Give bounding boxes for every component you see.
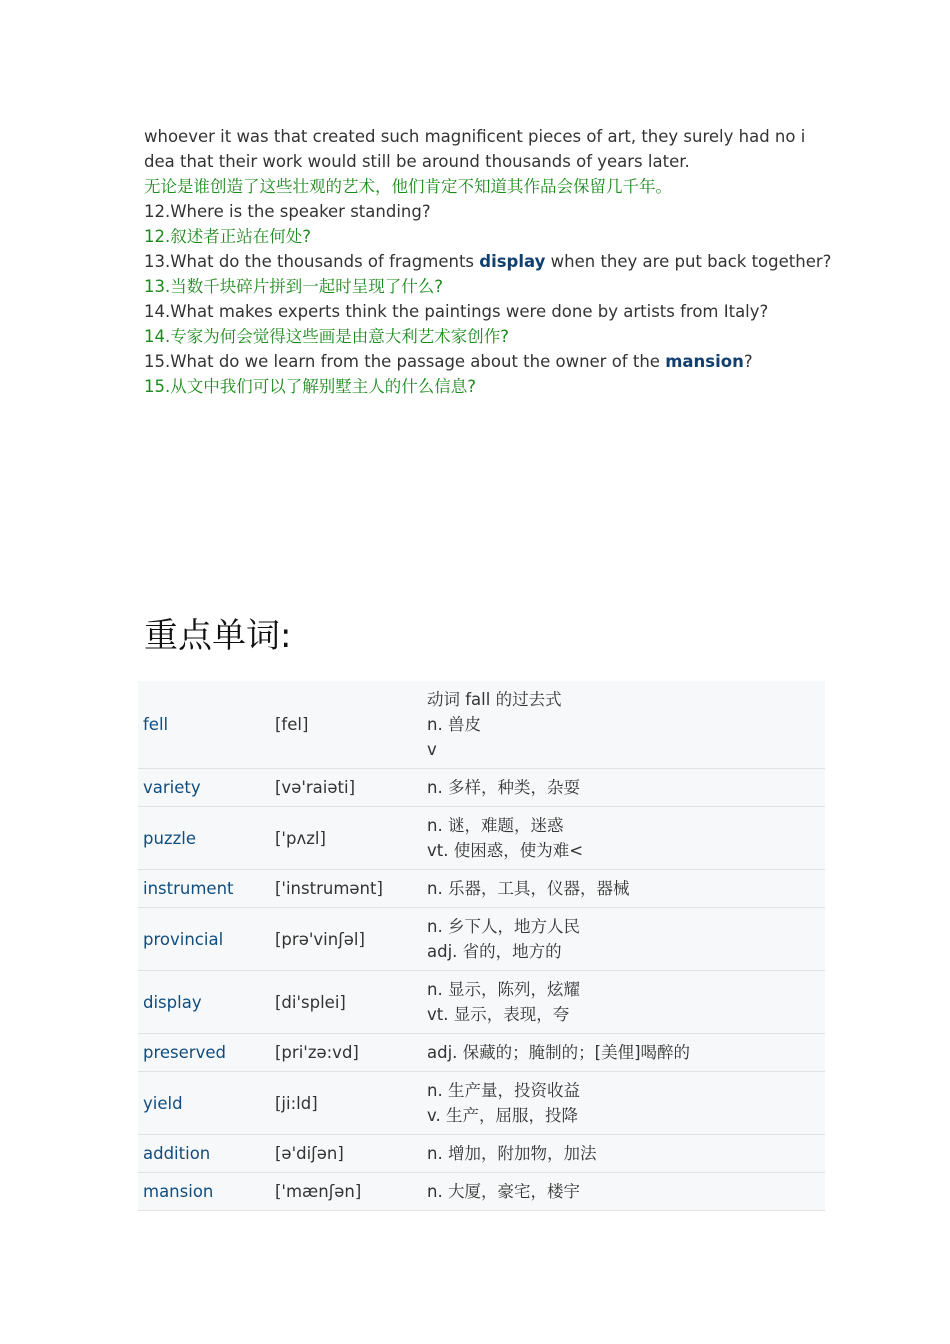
vocab-row	[138, 681, 825, 769]
vocab-meaning	[422, 1034, 825, 1072]
keyword-display: display	[479, 252, 546, 271]
vocab-phonetic: [di'splei]	[270, 971, 422, 1034]
vocab-meaning	[422, 971, 825, 1034]
vocab-meaning-line: adj. 保藏的；腌制的；[美俚]喝醉的	[427, 1043, 691, 1062]
vocab-meaning-line: v	[427, 740, 437, 759]
vocab-row	[138, 971, 825, 1034]
keyword-mansion: mansion	[665, 352, 744, 371]
vocab-meaning-line: vt. 使困惑，使为难<	[427, 841, 584, 860]
vocab-meaning-line: n. 生产量，投资收益	[427, 1081, 580, 1100]
vocabulary-table	[138, 681, 825, 1211]
vocab-meaning-line: n. 乡下人，地方人民	[427, 917, 580, 936]
vocab-meaning-line: n. 谜，难题，迷惑	[427, 816, 564, 835]
vocab-meaning-line: n. 兽皮	[427, 715, 481, 734]
passage	[144, 124, 832, 399]
question-12: 12.Where is the speaker standing?	[144, 202, 431, 221]
vocab-phonetic: ['instrumənt]	[270, 870, 422, 908]
vocab-row	[138, 1034, 825, 1072]
vocab-meaning-line: 动词 fall 的过去式	[427, 690, 562, 709]
question-13-text-end: when they are put back together?	[545, 252, 832, 271]
vocab-word: fell	[138, 681, 270, 769]
vocab-meaning-line: n. 大厦，豪宅，楼宇	[427, 1182, 580, 1201]
question-13	[144, 249, 832, 274]
question-15-translation: 15.从文中我们可以了解别墅主人的什么信息?	[144, 377, 476, 396]
vocab-phonetic: [ə'diʃən]	[270, 1135, 422, 1173]
question-13-translation: 13.当数千块碎片拼到一起时呈现了什么?	[144, 277, 443, 296]
vocab-phonetic: [fel]	[270, 681, 422, 769]
vocab-word: provincial	[138, 908, 270, 971]
vocab-meaning	[422, 1072, 825, 1135]
vocab-meaning	[422, 807, 825, 870]
vocab-row	[138, 1173, 825, 1211]
vocab-meaning	[422, 870, 825, 908]
vocab-word: variety	[138, 769, 270, 807]
vocab-word: instrument	[138, 870, 270, 908]
vocab-meaning-line: n. 增加，附加物，加法	[427, 1144, 597, 1163]
vocab-meaning-line: n. 乐器，工具，仪器，器械	[427, 879, 630, 898]
vocab-meaning-line: vt. 显示，表现，夸	[427, 1005, 570, 1024]
vocab-phonetic: [pri'zə:vd]	[270, 1034, 422, 1072]
vocab-row	[138, 1072, 825, 1135]
question-15-text-end: ?	[743, 352, 753, 371]
vocab-phonetic: ['pʌzl]	[270, 807, 422, 870]
vocab-phonetic: [prə'vinʃəl]	[270, 908, 422, 971]
vocab-phonetic: [və'raiəti]	[270, 769, 422, 807]
question-15	[144, 349, 814, 374]
question-14-translation: 14.专家为何会觉得这些画是由意大利艺术家创作?	[144, 327, 509, 346]
question-12-translation: 12.叙述者正站在何处?	[144, 227, 311, 246]
section-heading: 重点单词:	[144, 616, 292, 656]
question-15-text-start: 15.What do we learn from the passage about the owner of the	[144, 352, 666, 371]
vocab-phonetic: [ji:ld]	[270, 1072, 422, 1135]
vocab-meaning-line: adj. 省的，地方的	[427, 942, 562, 961]
vocab-meaning-line: n. 显示，陈列，炫耀	[427, 980, 580, 999]
vocab-meaning	[422, 769, 825, 807]
vocab-meaning-line: v. 生产，屈服，投降	[427, 1106, 578, 1125]
vocab-meaning	[422, 1173, 825, 1211]
vocab-row	[138, 908, 825, 971]
vocab-row	[138, 769, 825, 807]
question-14: 14.What makes experts think the paintings were done by artists from Italy?	[144, 302, 769, 321]
vocab-row	[138, 1135, 825, 1173]
vocab-word: puzzle	[138, 807, 270, 870]
passage-sentence: whoever it was that created such magnificent pieces of art, they surely had no idea that their work would still be around thousands of years later.	[144, 127, 806, 171]
vocab-word: addition	[138, 1135, 270, 1173]
vocab-meaning	[422, 1135, 825, 1173]
vocab-row	[138, 870, 825, 908]
vocab-row	[138, 807, 825, 870]
vocab-word: display	[138, 971, 270, 1034]
question-13-text-start: 13.What do the thousands of fragments	[144, 252, 480, 271]
vocab-meaning	[422, 681, 825, 769]
vocab-meaning-line: n. 多样，种类，杂耍	[427, 778, 580, 797]
vocabulary-table-body	[138, 681, 825, 1211]
vocab-meaning	[422, 908, 825, 971]
vocab-word: yield	[138, 1072, 270, 1135]
passage-sentence-translation: 无论是谁创造了这些壮观的艺术，他们肯定不知道其作品会保留几千年。	[144, 177, 672, 196]
vocab-phonetic: ['mænʃən]	[270, 1173, 422, 1211]
vocab-word: preserved	[138, 1034, 270, 1072]
vocab-word: mansion	[138, 1173, 270, 1211]
